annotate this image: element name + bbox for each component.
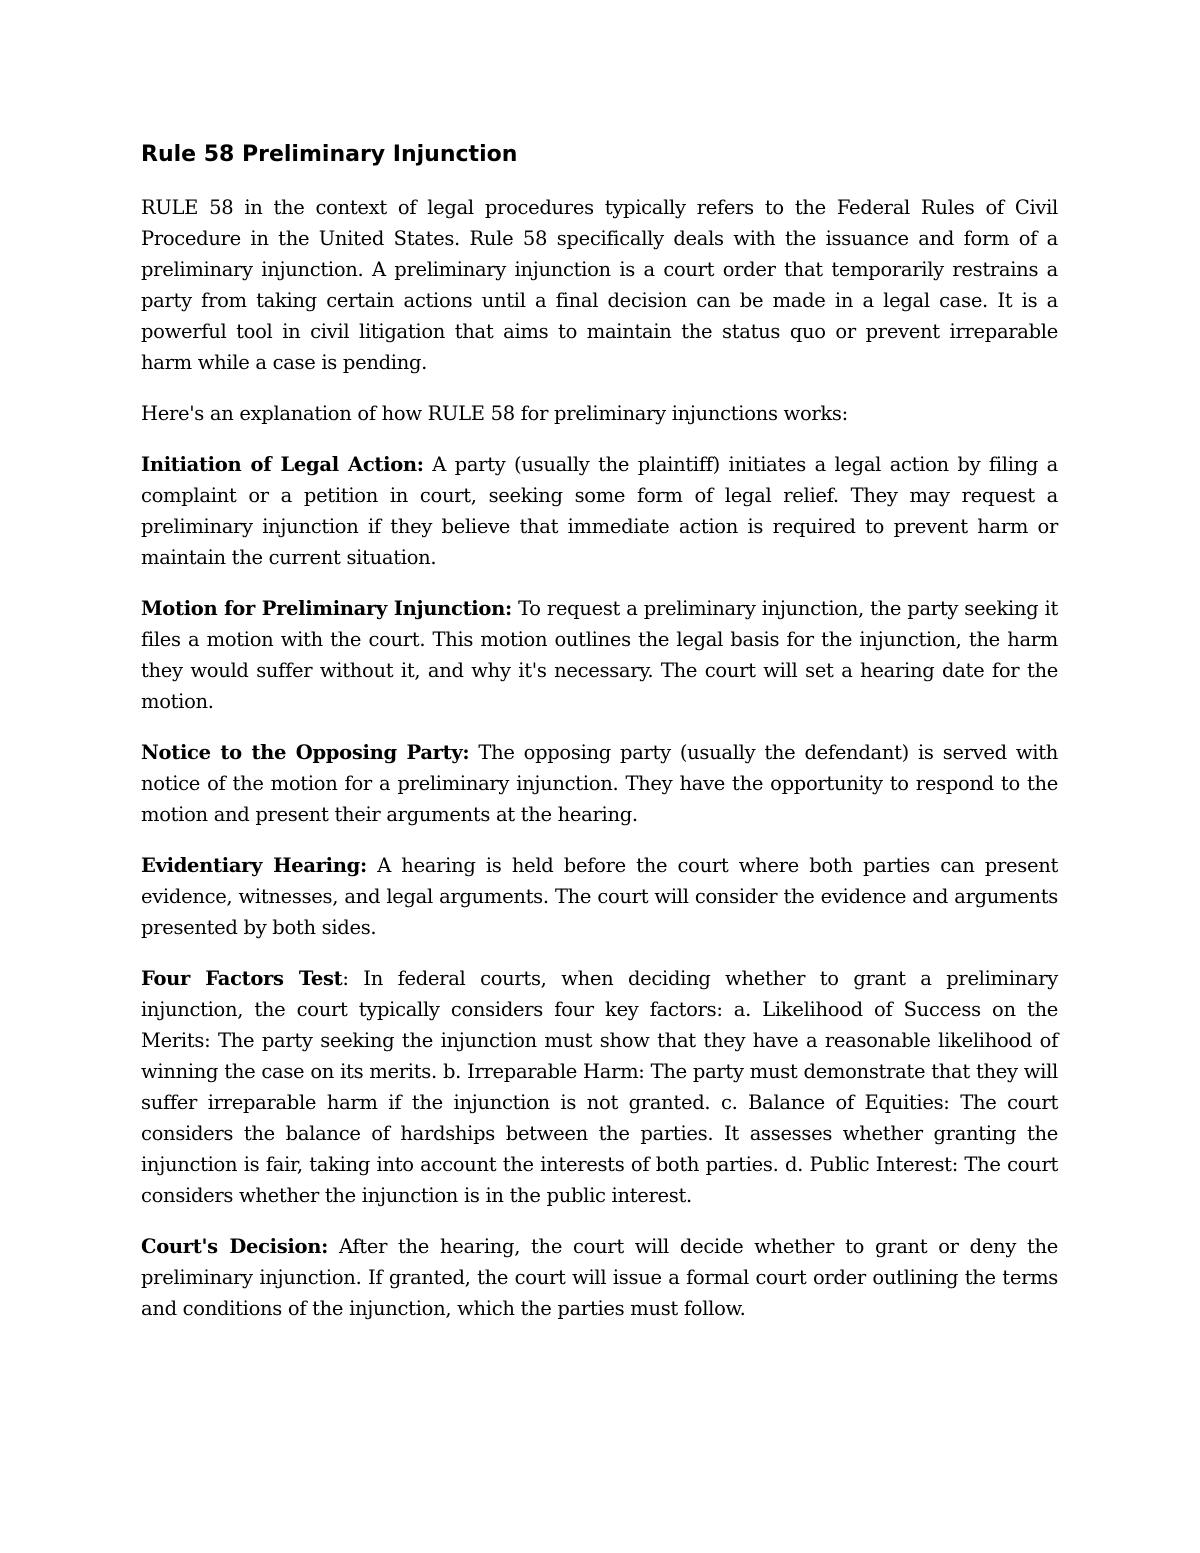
- section-four-factors: [141, 963, 1058, 1211]
- section-body: A hearing is held before the court where both parties can present evidence, witnesses, and legal arguments. The court will consider the evidence and arguments presented by both sides.: [141, 854, 1058, 939]
- document-body: [141, 140, 1058, 1344]
- lead-paragraph: Here's an explanation of how RULE 58 for preliminary injunctions works:: [141, 402, 848, 425]
- section-body: The opposing party (usually the defendant) is served with notice of the motion for a preliminary injunction. They have the opportunity to respond to the motion and present their arguments at the hearing.: [141, 741, 1058, 826]
- section-heading: Notice to the Opposing Party:: [141, 741, 470, 764]
- document-title: Rule 58 Preliminary Injunction: [141, 142, 518, 167]
- section-notice: [141, 737, 1058, 830]
- section-heading: Initiation of Legal Action:: [141, 453, 424, 476]
- section-body: : In federal courts, when deciding whether to grant a preliminary injunction, the court typically considers four key factors: a. Likelihood of Success on the Merits: The party seeking the injunction must show that they have a reasonable likelihood of winning the case on its merits. b. Irreparable Harm: The party must demonstrate that they will suffer irreparable harm if the injunction is not granted. c. Balance of Equities: The court considers the balance of hardships between the parties. It assesses whether granting the injunction is fair, taking into account the interests of both parties. d. Public Interest: The court considers whether the injunction is in the public interest.: [141, 967, 1059, 1207]
- section-heading: Motion for Preliminary Injunction:: [141, 597, 512, 620]
- intro-paragraph: RULE 58 in the context of legal procedures typically refers to the Federal Rules of Civil Procedure in the United States. Rule 58 specifically deals with the issuance and form of a preliminary injunction. A preliminary injunction is a court order that temporarily restrains a party from taking certain actions until a final decision can be made in a legal case. It is a powerful tool in civil litigation that aims to maintain the status quo or prevent irreparable harm while a case is pending.: [141, 196, 1058, 374]
- section-body: After the hearing, the court will decide whether to grant or deny the preliminary injunction. If granted, the court will issue a formal court order outlining the terms and conditions of the injunction, which the parties must follow.: [141, 1235, 1058, 1320]
- section-decision: [141, 1231, 1058, 1324]
- section-motion: [141, 593, 1058, 717]
- section-body: A party (usually the plaintiff) initiates a legal action by filing a complaint or a petition in court, seeking some form of legal relief. They may request a preliminary injunction if they believe that immediate action is required to prevent harm or maintain the current situation.: [141, 453, 1058, 569]
- section-heading: Four Factors Test: [141, 967, 343, 990]
- section-heading: Evidentiary Hearing:: [141, 854, 367, 877]
- section-initiation: [141, 449, 1058, 573]
- section-heading: Court's Decision:: [141, 1235, 329, 1258]
- section-body: To request a preliminary injunction, the party seeking it files a motion with the court. This motion outlines the legal basis for the injunction, the harm they would suffer without it, and why it's necessary. The court will set a hearing date for the motion.: [141, 597, 1058, 713]
- section-hearing: [141, 850, 1058, 943]
